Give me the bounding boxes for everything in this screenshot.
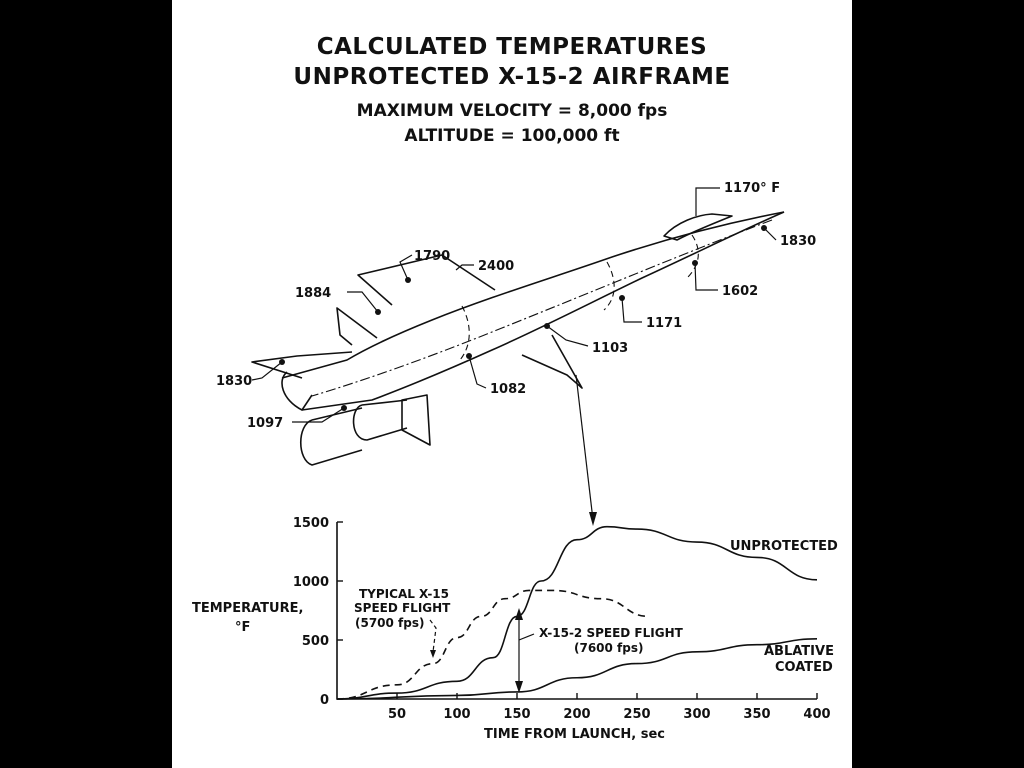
- y-axis-label-line-1: TEMPERATURE,: [192, 601, 304, 616]
- airframe-label-nose-top: 1170° F: [724, 181, 781, 196]
- title-line-1: CALCULATED TEMPERATURES: [316, 34, 708, 60]
- title-line-2: UNPROTECTED X-15-2 AIRFRAME: [293, 64, 731, 90]
- airframe-label-mid-side: 1171: [646, 316, 683, 331]
- x-tick-label: 50: [387, 707, 407, 722]
- subtitle-line-1: MAXIMUM VELOCITY = 8,000 fps: [356, 101, 668, 121]
- y-tick-label: 1500: [292, 516, 329, 531]
- airframe-label-nose: 1830: [780, 234, 817, 249]
- x-tick-label: 350: [743, 707, 771, 722]
- airframe-label-aft-lower: 1082: [490, 382, 527, 397]
- typical-label-line-2: SPEED FLIGHT: [354, 601, 451, 615]
- ablative-label-line-2: COATED: [775, 660, 833, 675]
- x-tick-label: 200: [563, 707, 591, 722]
- x-tick-label: 250: [623, 707, 651, 722]
- figure-panel: [172, 0, 852, 768]
- x-tick-label: 400: [803, 707, 831, 722]
- airframe-label-wing: 1790: [414, 249, 451, 264]
- typical-label-line-3: (5700 fps): [355, 616, 425, 630]
- x152-label-line-2: (7600 fps): [574, 641, 644, 655]
- airframe-label-horizontal-tail: 1830: [216, 374, 253, 389]
- y-axis-label-line-2: °F: [235, 620, 251, 635]
- y-tick-label: 1000: [292, 575, 329, 590]
- airframe-label-tail: 1884: [295, 286, 332, 301]
- temperature-chart: [172, 0, 852, 768]
- typical-label-line-1: TYPICAL X-15: [359, 587, 450, 601]
- ablative-label-line-1: ABLATIVE: [764, 644, 834, 659]
- x-tick-label: 300: [683, 707, 711, 722]
- airframe-label-lower-fuselage: 1103: [592, 341, 629, 356]
- subtitle-line-2: ALTITUDE = 100,000 ft: [404, 126, 620, 146]
- x-axis-label: TIME FROM LAUNCH, sec: [484, 727, 665, 742]
- y-tick-label: 0: [319, 693, 329, 708]
- x-tick-label: 100: [443, 707, 471, 722]
- y-tick-label: 500: [301, 634, 329, 649]
- unprotected-label: UNPROTECTED: [730, 539, 838, 554]
- airframe-label-wing-leading-edge: 2400: [478, 259, 515, 274]
- airframe-label-forward-side: 1602: [722, 284, 759, 299]
- airframe-label-tanks: 1097: [247, 416, 284, 431]
- typical-arrow: [430, 650, 436, 658]
- x-tick-label: 150: [503, 707, 531, 722]
- x152-label-line-1: X-15-2 SPEED FLIGHT: [539, 626, 683, 640]
